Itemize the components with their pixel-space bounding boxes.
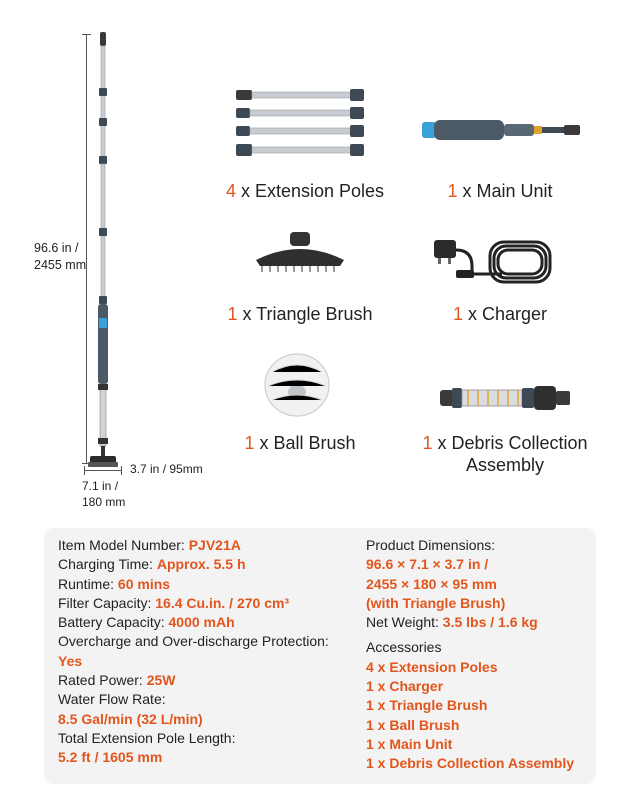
height-dimension-line <box>86 34 87 464</box>
battery-capacity: 4000 mAh <box>168 614 235 631</box>
rated-power: 25W <box>146 672 176 689</box>
dimensions-value-1: 96.6 × 7.1 × 3.7 in / <box>366 556 489 573</box>
specs-right-column: Product Dimensions: 96.6 × 7.1 × 3.7 in / 2455 × 180 × 95 mm (with Triangle Brush) Net Weight: 3.5 lbs / 1.6 kg Accessories 4 x Extension Poles 1 x Charger 1 x Triangle Brush 1 x Ball Brush 1 x Main Unit 1 x Debris Collection Assembly <box>366 536 596 774</box>
depth-dimension-label: 3.7 in / 95mm <box>130 462 203 476</box>
accessory-item: 4 x Extension Poles <box>366 658 498 675</box>
item-charger: 1 x Charger <box>452 304 548 324</box>
net-weight: 3.5 lbs / 1.6 kg <box>442 614 538 631</box>
charging-time: Approx. 5.5 h <box>156 556 246 573</box>
model-number: PJV21A <box>188 537 241 553</box>
water-flow-rate: 8.5 Gal/min (32 L/min) <box>58 710 203 727</box>
accessory-item: 1 x Main Unit <box>366 735 453 752</box>
filter-capacity: 16.4 Cu.in. / 270 cm³ <box>155 594 290 611</box>
item-ball-brush: 1 x Ball Brush <box>244 433 356 453</box>
extension-poles-image <box>232 84 372 164</box>
item-extension-poles: 4 x Extension Poles <box>225 181 385 201</box>
dimensions-value-3: (with Triangle Brush) <box>366 594 506 611</box>
debris-collection-image <box>438 378 574 418</box>
charger-image <box>432 236 556 286</box>
width-dimension-line <box>84 470 122 471</box>
pole-length: 5.2 ft / 1605 mm <box>58 749 163 766</box>
width-dimension-label: 7.1 in / 180 mm <box>82 479 126 509</box>
main-unit-image <box>420 112 582 148</box>
ball-brush-image <box>262 352 332 418</box>
runtime: 60 mins <box>117 575 171 592</box>
protection-value: Yes <box>58 652 83 669</box>
height-dimension-label: 96.6 in / 2455 mm <box>34 241 87 272</box>
specifications-panel <box>44 528 596 784</box>
accessory-item: 1 x Ball Brush <box>366 716 460 733</box>
item-triangle-brush: 1 x Triangle Brush <box>227 304 373 324</box>
accessories-heading: Accessories <box>366 639 442 656</box>
item-debris-collection: 1 x Debris Collection Assembly <box>422 433 588 475</box>
accessory-item: 1 x Debris Collection Assembly <box>366 755 574 772</box>
assembled-vacuum-image <box>88 28 128 474</box>
dimensions-value-2: 2455 × 180 × 95 mm <box>366 575 497 592</box>
accessory-item: 1 x Charger <box>366 678 444 695</box>
accessory-item: 1 x Triangle Brush <box>366 697 488 714</box>
specs-left-column: Item Model Number: PJV21A Charging Time: Approx. 5.5 h Runtime: 60 mins Filter Capacity: 16.4 Cu.in. / 270 cm³ Battery Capacity: 4000 mAh Overcharge and Over-discharge Protection: Yes Rated Power: 25W Water Flow Rate: 8.5 Gal/min (32 L/min) Total Extension Pole Length: 5.2 ft / 1605 mm <box>58 536 358 768</box>
item-main-unit: 1 x Main Unit <box>447 181 553 201</box>
triangle-brush-image <box>248 230 352 276</box>
